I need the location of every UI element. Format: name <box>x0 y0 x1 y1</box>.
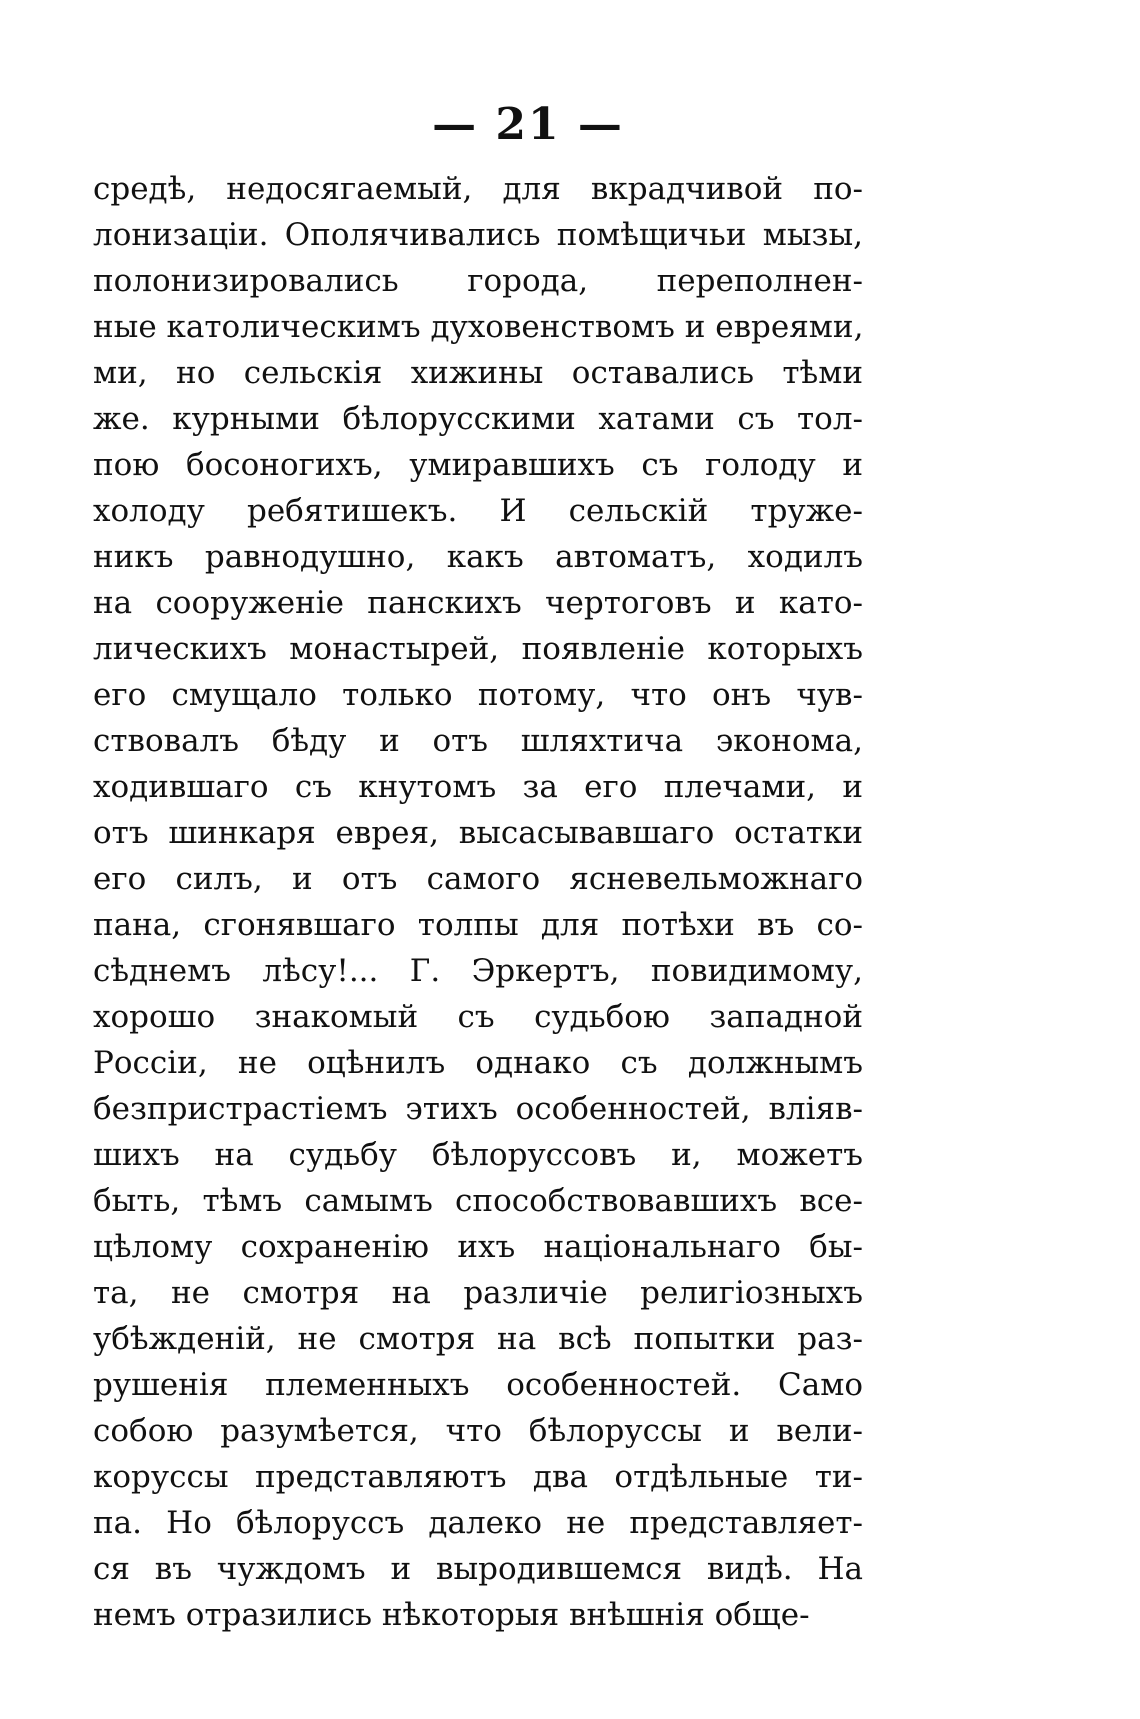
text-line: хорошо знакомый съ судьбою западной <box>93 999 863 1035</box>
text-line: отъ шинкаря еврея, высасывавшаго остатки <box>93 815 863 851</box>
text-line: на сооруженіе панскихъ чертоговъ и като- <box>93 585 863 621</box>
text-line: сѣднемъ лѣсу!... Г. Эркертъ, повидимому, <box>93 953 863 989</box>
text-line: ходившаго съ кнутомъ за его плечами, и <box>93 769 863 805</box>
text-line: па. Но бѣлоруссъ далеко не представляет- <box>93 1505 863 1541</box>
text-line: средѣ, недосягаемый, для вкрадчивой по- <box>93 171 863 207</box>
text-line: быть, тѣмъ самымъ способствовавшихъ все- <box>93 1183 863 1219</box>
text-line: ствовалъ бѣду и отъ шляхтича эконома, <box>93 723 863 759</box>
text-line: лическихъ монастырей, появленіе которыхъ <box>93 631 863 667</box>
text-line: никъ равнодушно, какъ автоматъ, ходилъ <box>93 539 863 575</box>
text-line: ми, но сельскія хижины оставались тѣми <box>93 355 863 391</box>
text-line: полонизировались города, переполнен- <box>93 263 863 299</box>
text-line: пою босоногихъ, умиравшихъ съ голоду и <box>93 447 863 483</box>
text-line: пана, сгонявшаго толпы для потѣхи въ со- <box>93 907 863 943</box>
text-line: шихъ на судьбу бѣлоруссовъ и, можетъ <box>93 1137 863 1173</box>
text-line: его силъ, и отъ самого ясневельможнаго <box>93 861 863 897</box>
text-line: же. курными бѣлорусскими хатами съ тол- <box>93 401 863 437</box>
text-line: та, не смотря на различіе религіозныхъ <box>93 1275 863 1311</box>
text-line: убѣжденій, не смотря на всѣ попытки раз- <box>93 1321 863 1357</box>
text-line: ные католическимъ духовенствомъ и евреями, <box>93 309 863 345</box>
text-line: лонизаціи. Ополячивались помѣщичьи мызы, <box>93 217 863 253</box>
text-line: собою разумѣется, что бѣлоруссы и вели- <box>93 1413 863 1449</box>
page-number-header: — 21 — <box>432 99 624 150</box>
text-line: его смущало только потому, что онъ чув- <box>93 677 863 713</box>
text-line: холоду ребятишекъ. И сельскій труже- <box>93 493 863 529</box>
text-line: коруссы представляютъ два отдѣльные ти- <box>93 1459 863 1495</box>
text-line: немъ отразились нѣкоторыя внѣшнія обще- <box>93 1597 810 1633</box>
page-body-text <box>93 166 863 1638</box>
text-line: цѣлому сохраненію ихъ національнаго бы- <box>93 1229 863 1265</box>
text-line: рушенія племенныхъ особенностей. Само <box>93 1367 863 1403</box>
text-line: Россіи, не оцѣнилъ однако съ должнымъ <box>93 1045 863 1081</box>
text-line: ся въ чуждомъ и выродившемся видѣ. На <box>93 1551 863 1587</box>
text-line: безпристрастіемъ этихъ особенностей, вліяв- <box>93 1091 863 1127</box>
